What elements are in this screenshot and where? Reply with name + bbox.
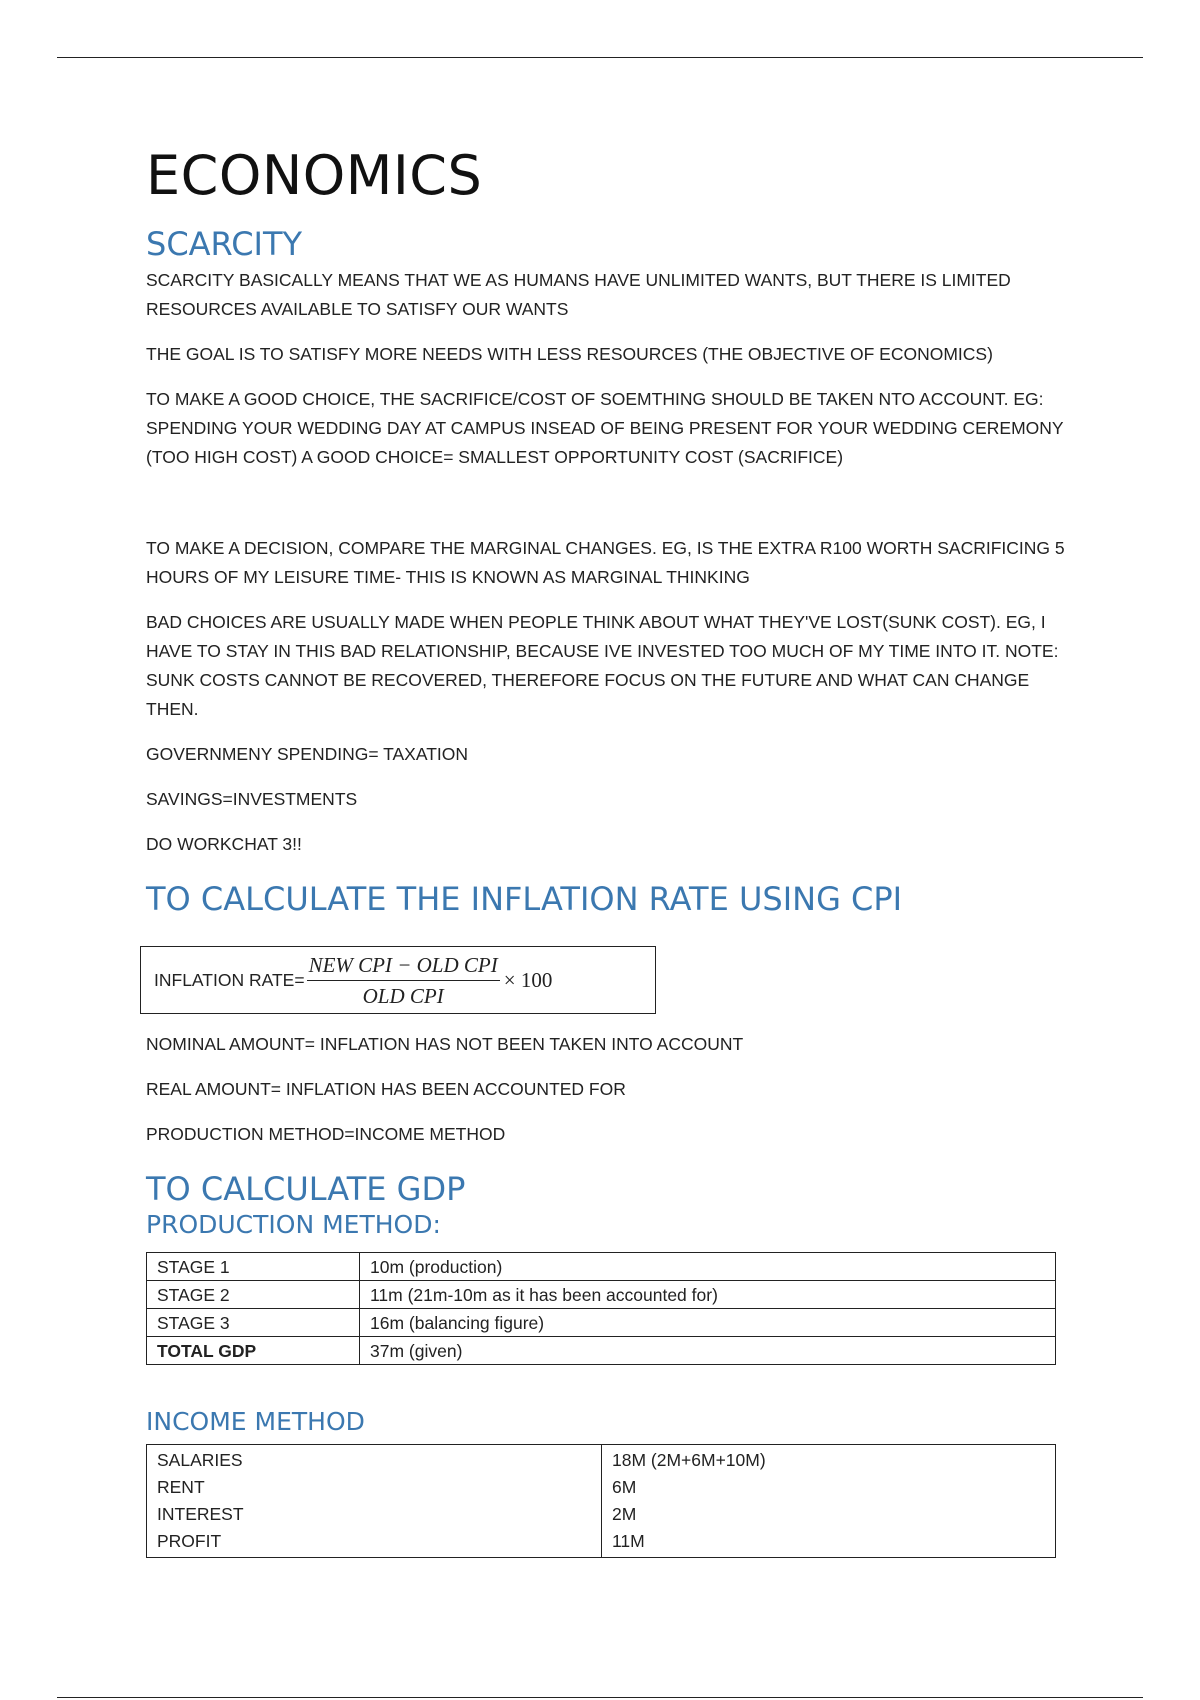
document-title: ECONOMICS (146, 144, 483, 207)
total-label-cell: TOTAL GDP (147, 1337, 360, 1365)
heading-income-method: INCOME METHOD (146, 1407, 365, 1436)
income-item-cell: PROFIT (157, 1531, 222, 1551)
stage-cell: STAGE 3 (147, 1309, 360, 1337)
footer-rule (57, 1697, 1143, 1698)
paragraph-real-amount: REAL AMOUNT= INFLATION HAS BEEN ACCOUNTED FOR (146, 1079, 626, 1099)
formula-label: INFLATION RATE= (154, 969, 305, 990)
total-value-cell: 37m (given) (360, 1337, 1056, 1365)
paragraph-marginal-thinking: TO MAKE A DECISION, COMPARE THE MARGINAL CHANGES. EG, IS THE EXTRA R100 WORTH SACRIFICING 5 HOURS OF MY LEISURE TIME- THIS IS KNOWN AS MARGINAL THINKING (146, 538, 1065, 587)
formula-denominator: OLD CPI (362, 983, 444, 1008)
heading-production-method: PRODUCTION METHOD: (146, 1210, 441, 1239)
paragraph-nominal-amount: NOMINAL AMOUNT= INFLATION HAS NOT BEEN TAKEN INTO ACCOUNT (146, 1034, 744, 1054)
value-cell: 10m (production) (360, 1253, 1056, 1281)
income-item-cell: RENT (157, 1477, 205, 1497)
value-cell: 11m (21m-10m as it has been accounted for) (360, 1281, 1056, 1309)
income-item-cell: INTEREST (157, 1504, 244, 1524)
heading-scarcity: SCARCITY (146, 225, 303, 263)
inflation-formula-box (140, 946, 656, 1014)
value-cell: 16m (balancing figure) (360, 1309, 1056, 1337)
table-row (147, 1309, 1056, 1337)
income-item-cell: SALARIES (157, 1450, 243, 1470)
stage-cell: STAGE 2 (147, 1281, 360, 1309)
paragraph-economics-goal: THE GOAL IS TO SATISFY MORE NEEDS WITH LESS RESOURCES (THE OBJECTIVE OF ECONOMICS) (146, 344, 993, 364)
table-row (147, 1337, 1056, 1365)
heading-gdp: TO CALCULATE GDP (146, 1170, 466, 1208)
production-method-table (146, 1252, 1056, 1365)
header-rule (57, 57, 1143, 58)
paragraph-savings: SAVINGS=INVESTMENTS (146, 789, 358, 809)
heading-inflation: TO CALCULATE THE INFLATION RATE USING CPI (146, 880, 903, 918)
document-body-lower (146, 1030, 1066, 1241)
paragraph-workchat: DO WORKCHAT 3!! (146, 834, 302, 854)
formula-multiplier: × 100 (503, 967, 553, 992)
income-value-cell: 2M (602, 1501, 1056, 1528)
table-row (147, 1445, 1056, 1475)
income-value-cell: 18M (2M+6M+10M) (602, 1445, 1056, 1475)
income-method-table (146, 1444, 1056, 1558)
paragraph-government-spending: GOVERNMENY SPENDING= TAXATION (146, 744, 469, 764)
table-row (147, 1281, 1056, 1309)
paragraph-production-income: PRODUCTION METHOD=INCOME METHOD (146, 1124, 506, 1144)
formula-fraction (307, 952, 500, 1009)
table-row (147, 1474, 1056, 1501)
formula-numerator: NEW CPI − OLD CPI (307, 952, 500, 981)
document-body (146, 140, 1066, 919)
paragraph-scarcity-definition: SCARCITY BASICALLY MEANS THAT WE AS HUMANS HAVE UNLIMITED WANTS, BUT THERE IS LIMITED RESOURCES AVAILABLE TO SATISFY OUR WANTS (146, 270, 1011, 319)
paragraph-good-choice: TO MAKE A GOOD CHOICE, THE SACRIFICE/COST OF SOEMTHING SHOULD BE TAKEN NTO ACCOUNT. EG: SPENDING YOUR WEDDING DAY AT CAMPUS INSEAD OF BEING PRESENT FOR YOUR WEDDING CEREMONY (TOO HIGH COST) A GOOD CHOICE= SMALLEST OPPORTUNITY COST (SACRIFICE) (146, 389, 1064, 467)
table-row (147, 1528, 1056, 1558)
paragraph-sunk-cost: BAD CHOICES ARE USUALLY MADE WHEN PEOPLE THINK ABOUT WHAT THEY'VE LOST(SUNK COST). EG, I HAVE TO STAY IN THIS BAD RELATIONSHIP, BECAUSE IVE INVESTED TOO MUCH OF MY TIME INTO IT. NOTE: SUNK COSTS CANNOT BE RECOVERED, THEREFORE FOCUS ON THE FUTURE AND WHAT CAN CHANGE THEN. (146, 612, 1059, 719)
table-row (147, 1253, 1056, 1281)
table-row (147, 1501, 1056, 1528)
income-value-cell: 6M (602, 1474, 1056, 1501)
income-value-cell: 11M (602, 1528, 1056, 1558)
stage-cell: STAGE 1 (147, 1253, 360, 1281)
